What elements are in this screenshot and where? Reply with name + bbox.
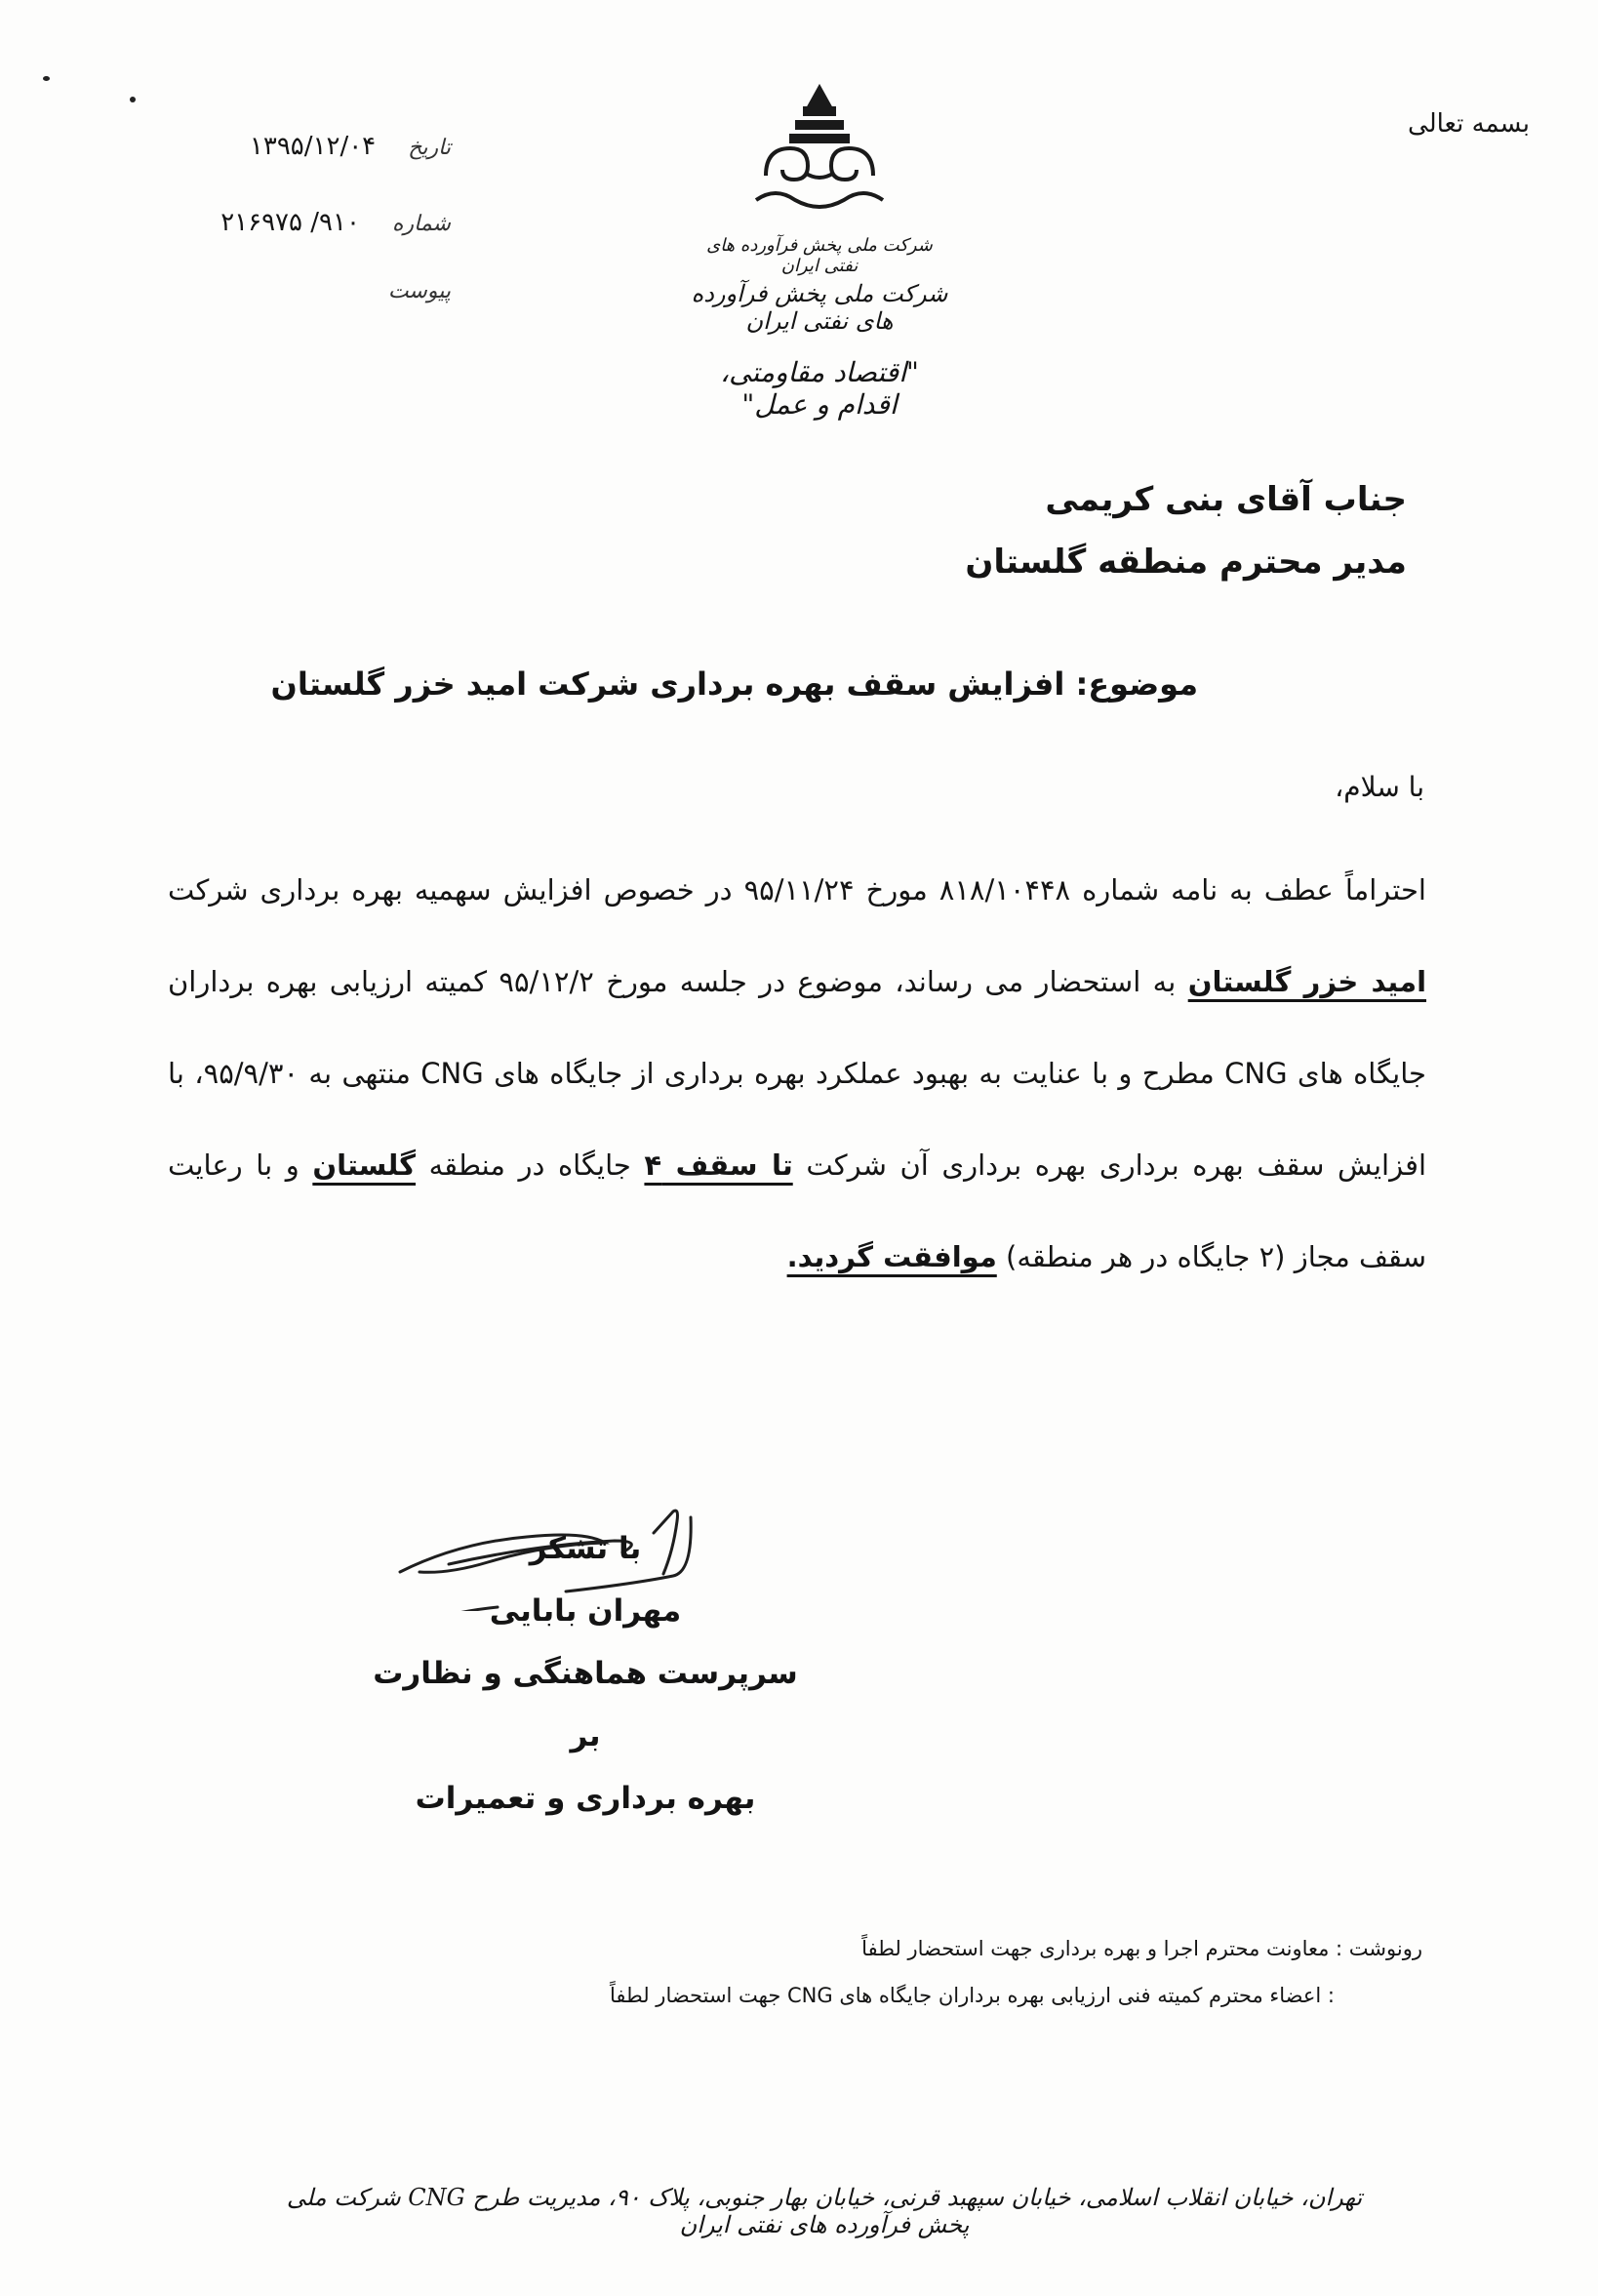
footer-address: تهران، خیابان انقلاب اسلامی، خیابان سپهبد قرنی، خیابان بهار جنوبی، پلاک ۹۰، مدیریت طرح CNG شرکت ملی پخش فرآورده های نفتی ایران bbox=[286, 2184, 1363, 2238]
date-label: تاریخ bbox=[408, 136, 451, 160]
signatory-name: مهران بابایی bbox=[489, 1593, 682, 1629]
nioc-emblem-icon bbox=[688, 83, 951, 239]
signature-block bbox=[371, 1517, 800, 1830]
company-name-highlight: امید خزر گلستان bbox=[1187, 965, 1427, 998]
number-label: شماره bbox=[391, 212, 451, 236]
body-text-4: و با رعایت سقف مجاز (۲ جایگاه در هر منطقه) bbox=[168, 1148, 1426, 1273]
cc-line-2: : اعضاء محترم کمیته فنی ارزیابی بهره برداران جایگاه های CNG جهت استحضار لطفاً bbox=[609, 1984, 1335, 2007]
body-text-2: به استحضار می رساند، موضوع در جلسه مورخ ۹۵/۱۲/۲ کمیته ارزیابی بهره برداران جایگاه های CNG مطرح و با عنایت به بهبود عملکرد بهره برداری از جایگاه های CNG منتهی به ۹۵/۹/۳۰، با افزایش سقف بهره برداری بهره برداری آن شرکت bbox=[168, 965, 1427, 1182]
scan-speck bbox=[43, 76, 50, 81]
date-value: ۱۳۹۵/۱۲/۰۴ bbox=[249, 132, 377, 161]
signature-closing: با تشکر bbox=[529, 1531, 642, 1566]
signatory-role-1: سرپرست هماهنگی و نظارت بر bbox=[373, 1656, 798, 1753]
number-row bbox=[168, 208, 451, 237]
greeting: با سلام، bbox=[1335, 771, 1424, 803]
company-name-small: شرکت ملی پخش فرآورده های نفتی ایران bbox=[706, 235, 933, 276]
recipient-title: مدیر محترم منطقه گلستان bbox=[965, 543, 1407, 582]
body-text-1: احتراماً عطف به نامه شماره ۸۱۸/۱۰۴۴۸ مورخ ۹۵/۱۱/۲۴ در خصوص افزایش سهمیه بهره برداری شرکت bbox=[168, 873, 1426, 906]
number-value: ۹۱۰/ ۲۱۶۹۷۵ bbox=[220, 208, 360, 237]
body-text-3: جایگاه در منطقه bbox=[428, 1148, 631, 1182]
invocation-text: بسمه تعالی bbox=[1408, 109, 1530, 139]
signatory-role-2: بهره برداری و تعمیرات bbox=[415, 1781, 756, 1816]
cap-highlight: تا سقف ۴ bbox=[644, 1148, 793, 1182]
cc-line-1: رونوشت : معاونت محترم اجرا و بهره برداری جهت استحضار لطفاً bbox=[861, 1937, 1422, 1960]
company-logo bbox=[688, 83, 951, 421]
attachment-row bbox=[168, 275, 451, 304]
slogan: "اقتصاد مقاومتی، اقدام و عمل" bbox=[720, 356, 919, 421]
subject-line: موضوع: افزایش سقف بهره برداری شرکت امید خزر گلستان bbox=[270, 665, 1198, 703]
region-highlight: گلستان bbox=[312, 1148, 417, 1182]
attachment-label: پیوست bbox=[387, 279, 451, 303]
body-paragraph bbox=[168, 844, 1426, 1303]
company-name: شرکت ملی پخش فرآورده های نفتی ایران bbox=[691, 280, 948, 335]
recipient-name: جناب آقای بنی کریمی bbox=[1045, 480, 1407, 519]
approval-highlight: موافقت گردید. bbox=[786, 1240, 997, 1273]
scan-speck bbox=[130, 97, 136, 102]
date-row bbox=[168, 132, 451, 161]
